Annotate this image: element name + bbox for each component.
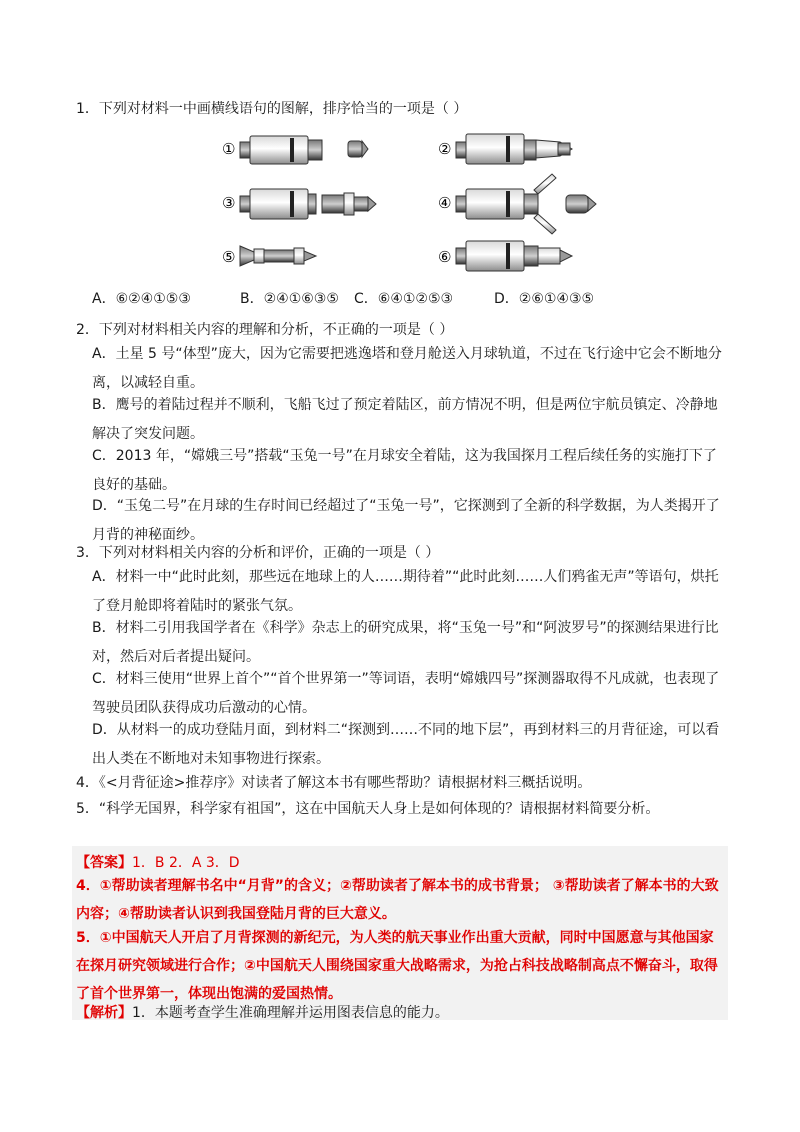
question-2-option-c[interactable]: C．2013 年，“嫦娥三号”搭载“玉兔一号”在月球安全着陆，这为我国探月工程后续任务的实施打下了良好的基础。 [92,448,717,493]
question-1-option-a[interactable]: A．⑥②④①⑤③ [92,291,191,307]
question-3-stem: 3．下列对材料相关内容的分析和评价，正确的一项是（ ） [76,545,440,561]
analysis-line [76,1002,726,1022]
figure-label-4: ④ [438,194,452,212]
figure-item-2 [438,134,572,164]
question-5-stem: 5．“科学无国界，科学家有祖国”，这在中国航天人身上是如何体现的？请根据材料简要分析。 [76,801,660,817]
figure-item-5 [222,246,316,266]
question-3-option-a[interactable]: A．材料一中“此时此刻，那些远在地球上的人……期待着”“此时此刻……人们鸦雀无声”等语句，烘托了登月舱即将着陆时的紧张气氛。 [92,569,719,614]
answer-label: 【答案】 [76,855,132,871]
figure-label-6: ⑥ [438,248,452,266]
analysis-label: 【解析】 [76,1005,132,1021]
question-4-stem: 4．《<月背征途>推荐序》对读者了解这本书有哪些帮助？请根据材料三概括说明。 [76,775,592,791]
answer-5: 5．①中国航天人开启了月背探测的新纪元，为人类的航天事业作出重大贡献，同时中国愿意与其他国家在探月研究领域进行合作；②中国航天人围绕国家重大战略需求，为抢占科技战略制高点不懈奋斗，取得了首个世界第一，体现出饱满的爱国热情。 [76,930,718,1002]
question-1-option-b[interactable]: B．②④①⑥③⑤ [240,291,339,307]
figure-item-6 [438,241,572,271]
question-1-option-c[interactable]: C．⑥④①②⑤③ [354,291,454,307]
answer-4: 4．①帮助读者理解书名中“月背”的含义；②帮助读者了解本书的成书背景； ③帮助读者了解本书的大致内容；④帮助读者认识到我国登陆月背的巨大意义。 [76,878,719,922]
analysis-text: 1．本题考查学生准确理解并运用图表信息的能力。 [132,1005,449,1021]
question-3-option-b[interactable]: B．材料二引用我国学者在《科学》杂志上的研究成果，将“玉兔一号”和“阿波罗号”的探测结果进行比对，然后对后者提出疑问。 [92,620,719,665]
question-3-option-c[interactable]: C．材料三使用“世界上首个”“首个世界第一”等词语，表明“嫦娥四号”探测器取得不凡成就，也表现了驾驶员团队获得成功后激动的心情。 [92,671,720,716]
figure-label-5: ⑤ [222,248,236,266]
question-2-option-d[interactable]: D．“玉兔二号”在月球的生存时间已经超过了“玉兔一号”，它探测到了全新的科学数据，为人类揭开了月背的神秘面纱。 [92,498,720,543]
answer-choices: 1．B 2．A 3．D [132,855,240,871]
question-1-option-d[interactable]: D．②⑥①④③⑤ [494,291,595,307]
figure-label-3: ③ [222,194,236,212]
question-1-stem: 1．下列对材料一中画横线语句的图解，排序恰当的一项是（ ） [76,101,468,117]
figure-label-2: ② [438,140,452,158]
question-2-option-a[interactable]: A．土星 5 号“体型”庞大，因为它需要把逃逸塔和登月舱送入月球轨道，不过在飞行途中它会不断地分离，以减轻自重。 [92,346,722,391]
question-2-stem: 2．下列对材料相关内容的理解和分析，不正确的一项是（ ） [76,322,454,338]
question-3-option-d[interactable]: D．从材料一的成功登陆月面，到材料二“探测到……不同的地下层”，再到材料三的月背征途，可以看出人类在不断地对未知事物进行探索。 [92,722,720,767]
figure-item-1 [222,136,368,164]
figure-label-1: ① [222,140,236,158]
figure-item-4 [438,174,596,234]
answer-choices-line [76,852,726,872]
figure-item-3 [222,189,376,219]
rocket-stage-diagram [220,128,610,280]
question-2-option-b[interactable]: B．鹰号的着陆过程并不顺利，飞船飞过了预定着陆区，前方情况不明，但是两位宇航员镇定、冷静地解决了突发问题。 [92,397,718,442]
